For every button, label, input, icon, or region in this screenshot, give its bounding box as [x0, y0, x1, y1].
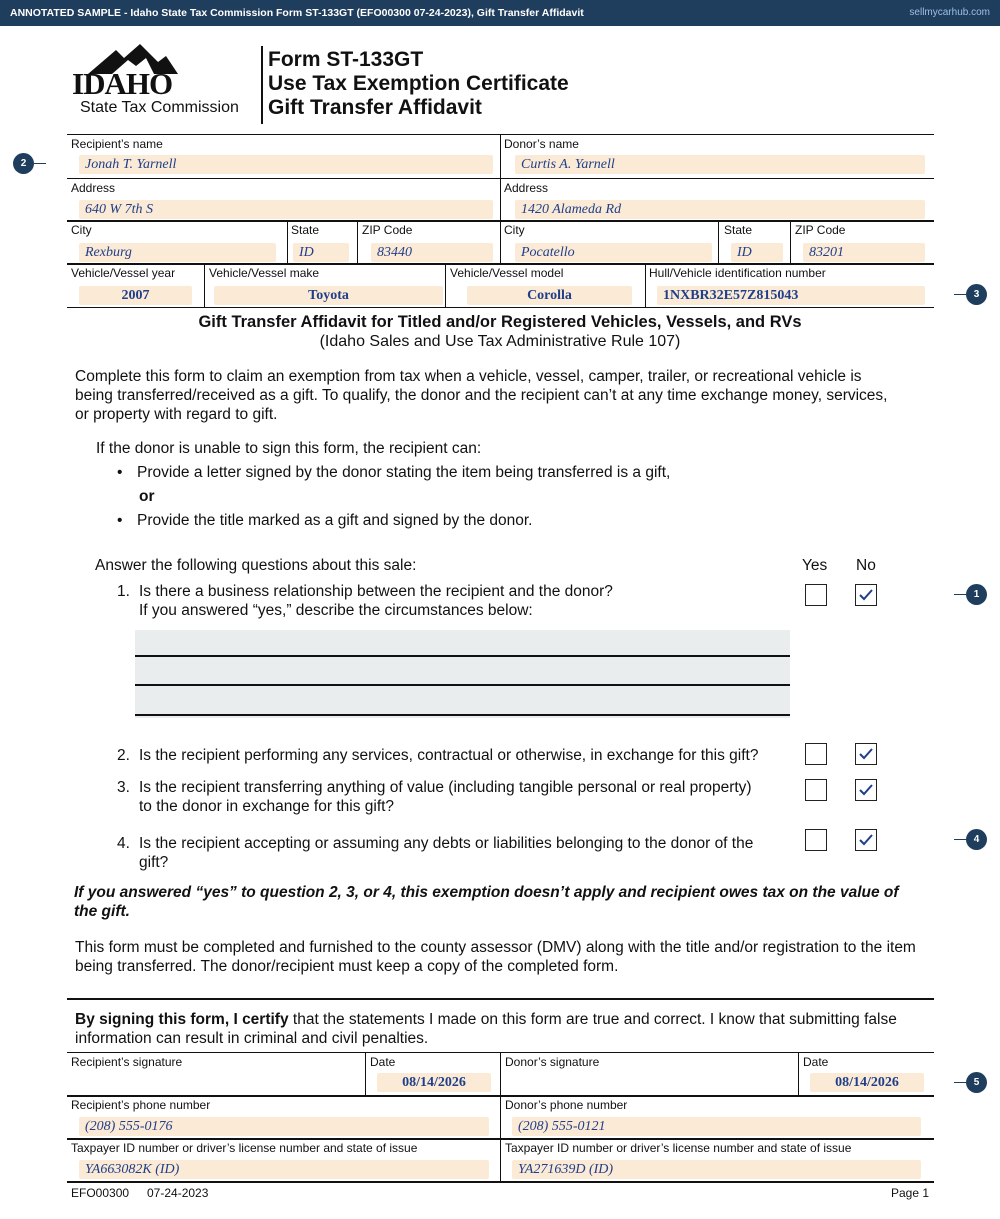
grid-line	[718, 221, 719, 263]
affidavit-subheading: (Idaho Sales and Use Tax Administrative Rule 107)	[319, 333, 681, 350]
donor-id-value: YA271639D (ID)	[518, 1162, 614, 1177]
vehicle-make-field[interactable]	[214, 286, 443, 305]
logo-wordmark: IDAHO	[72, 66, 173, 101]
question-2-text: Is the recipient performing any services, contractual or otherwise, in exchange for this gift?	[139, 747, 759, 764]
annotation-marker-1[interactable]: 1	[966, 584, 987, 605]
donor-state-field[interactable]	[731, 243, 783, 262]
question-2-yes-checkbox[interactable]	[805, 743, 827, 765]
checkmark-icon	[858, 746, 874, 762]
unable-bullet-1: Provide a letter signed by the donor stating the item being transferred is a gift,	[137, 464, 671, 481]
question-3-no-checkbox[interactable]	[855, 779, 877, 801]
vehicle-make-label: Vehicle/Vessel make	[209, 266, 320, 280]
annotation-banner	[0, 0, 1000, 26]
describe-line	[135, 655, 790, 657]
affidavit-heading: Gift Transfer Affidavit for Titled and/or Registered Vehicles, Vessels, and RVs	[198, 313, 802, 331]
annotation-marker-3[interactable]: 3	[966, 284, 987, 305]
annotation-leader	[954, 1082, 966, 1083]
recipient-phone-label: Recipient’s phone number	[71, 1098, 211, 1112]
recipient-phone-value: (208) 555-0176	[85, 1119, 173, 1134]
exemption-warning: If you answered “yes” to question 2, 3, or 4, this exemption doesn’t apply and recipient owes tax on the value of the gift.	[74, 884, 899, 920]
question-4-text: Is the recipient accepting or assuming any debts or liabilities belonging to the donor of the	[139, 835, 754, 852]
grid-line	[204, 264, 205, 307]
donor-address-value: 1420 Alameda Rd	[521, 202, 622, 217]
recipient-city-field[interactable]	[79, 243, 276, 262]
donor-name-field[interactable]	[515, 155, 925, 174]
donor-state-label: State	[724, 223, 753, 237]
recipient-state-label: State	[291, 223, 320, 237]
unable-lead: If the donor is unable to sign this form, the recipient can:	[96, 440, 482, 457]
donor-city-label: City	[504, 223, 525, 237]
vehicle-vin-field[interactable]	[657, 286, 925, 305]
question-3-text: Is the recipient transferring anything of value (including tangible personal or real property)	[139, 779, 752, 796]
questions-lead: Answer the following questions about this sale:	[95, 557, 417, 574]
vehicle-year-value: 2007	[121, 288, 150, 303]
furnish-paragraph: This form must be completed and furnished to the county assessor (DMV) along with the title and/or registration to the item being transferred. The donor/recipient must keep a copy of the completed form.	[75, 939, 916, 975]
describe-line	[135, 714, 790, 716]
form-name: Use Tax Exemption Certificate	[268, 72, 569, 95]
annotation-marker-2[interactable]: 2	[13, 153, 34, 174]
banner-title: ANNOTATED SAMPLE - Idaho State Tax Commission Form ST-133GT (EFO00300 07-24-2023), Gift Transfer Affidavit	[10, 7, 584, 19]
form-number: Form ST-133GT	[268, 48, 424, 71]
question-1-number: 1.	[117, 583, 130, 600]
donor-signature-label: Donor’s signature	[505, 1055, 600, 1069]
recipient-name-field[interactable]	[79, 155, 493, 174]
checkmark-icon	[858, 832, 874, 848]
vehicle-year-field[interactable]	[79, 286, 192, 305]
grid-line	[445, 264, 446, 307]
recipient-date-label: Date	[370, 1055, 396, 1069]
question-4-text-2: gift?	[139, 854, 169, 871]
question-1-yes-checkbox[interactable]	[805, 584, 827, 606]
describe-line	[135, 684, 790, 686]
question-2-no-checkbox[interactable]	[855, 743, 877, 765]
yes-column-label: Yes	[802, 557, 828, 574]
annotation-leader	[954, 594, 966, 595]
no-column-label: No	[856, 557, 876, 574]
footer-form-date: 07-24-2023	[147, 1186, 209, 1200]
donor-id-label: Taxpayer ID number or driver’s license number and state of issue	[505, 1141, 852, 1155]
grid-line	[287, 221, 288, 263]
question-4-no-checkbox[interactable]	[855, 829, 877, 851]
recipient-id-field[interactable]	[79, 1160, 489, 1179]
recipient-address-label: Address	[71, 181, 116, 195]
idaho-logo	[70, 44, 255, 122]
annotation-leader	[34, 163, 46, 164]
footer-form-code: EFO00300	[71, 1186, 130, 1200]
donor-date-field[interactable]	[810, 1073, 924, 1092]
question-1-text-2: If you answered “yes,” describe the circumstances below:	[139, 602, 533, 619]
form-subtitle: Gift Transfer Affidavit	[268, 96, 482, 119]
recipient-zip-field[interactable]	[371, 243, 493, 262]
grid-line	[645, 264, 646, 307]
donor-zip-value: 83201	[809, 245, 844, 260]
recipient-id-value: YA663082K (ID)	[85, 1162, 180, 1177]
grid-line	[67, 307, 934, 308]
recipient-city-label: City	[71, 223, 92, 237]
question-4-number: 4.	[117, 835, 130, 852]
checkmark-icon	[858, 782, 874, 798]
question-4-yes-checkbox[interactable]	[805, 829, 827, 851]
donor-phone-label: Donor’s phone number	[505, 1098, 628, 1112]
footer-page-number: Page 1	[891, 1186, 930, 1200]
certify-divider	[67, 998, 934, 1000]
recipient-date-field[interactable]	[377, 1073, 491, 1092]
vehicle-vin-value: 1NXBR32E57Z815043	[663, 288, 799, 303]
recipient-address-value: 640 W 7th S	[85, 202, 154, 217]
question-2-number: 2.	[117, 747, 130, 764]
vehicle-make-value: Toyota	[308, 288, 349, 303]
unable-or: or	[139, 488, 155, 505]
vehicle-model-label: Vehicle/Vessel model	[450, 266, 564, 280]
donor-phone-field[interactable]	[512, 1117, 921, 1136]
grid-line	[500, 134, 501, 264]
question-1-no-checkbox[interactable]	[855, 584, 877, 606]
donor-address-field[interactable]	[515, 200, 925, 219]
recipient-zip-value: 83440	[377, 245, 412, 260]
vehicle-vin-label: Hull/Vehicle identification number	[649, 266, 826, 280]
intro-paragraph: Complete this form to claim an exemption from tax when a vehicle, vessel, camper, trailer, or recreational vehicle is being transferred/received as a gift. To qualify, the donor and the recipient can’t at any time exchange money, services, or property with regard to gift.	[75, 368, 888, 423]
annotation-marker-4[interactable]: 4	[966, 829, 987, 850]
recipient-signature-label: Recipient’s signature	[71, 1055, 183, 1069]
recipient-state-field[interactable]	[293, 243, 349, 262]
donor-city-field[interactable]	[515, 243, 712, 262]
logo-subtitle: State Tax Commission	[80, 99, 239, 116]
donor-zip-label: ZIP Code	[795, 223, 846, 237]
donor-city-value: Pocatello	[521, 245, 575, 260]
grid-line	[798, 1052, 799, 1095]
certify-statement	[75, 1010, 910, 1048]
donor-name-label: Donor’s name	[504, 137, 579, 151]
question-3-number: 3.	[117, 779, 130, 796]
recipient-zip-label: ZIP Code	[362, 223, 413, 237]
question-3-text-2: to the donor in exchange for this gift?	[139, 798, 395, 815]
recipient-phone-field[interactable]	[79, 1117, 489, 1136]
donor-signature-field[interactable]	[505, 1070, 793, 1092]
vehicle-model-field[interactable]	[467, 286, 632, 305]
donor-name-value: Curtis A. Yarnell	[521, 157, 615, 172]
donor-address-label: Address	[504, 181, 549, 195]
checkmark-icon	[858, 587, 874, 603]
donor-phone-value: (208) 555-0121	[518, 1119, 606, 1134]
donor-state-value: ID	[737, 245, 752, 260]
question-3-yes-checkbox[interactable]	[805, 779, 827, 801]
donor-date-label: Date	[803, 1055, 829, 1069]
recipient-city-value: Rexburg	[85, 245, 132, 260]
bullet-dot: •	[117, 512, 123, 529]
annotation-leader	[954, 294, 966, 295]
describe-circumstances-area[interactable]	[135, 630, 790, 718]
donor-zip-field[interactable]	[803, 243, 925, 262]
unable-bullet-2: Provide the title marked as a gift and signed by the donor.	[137, 512, 533, 529]
bullet-dot: •	[117, 464, 123, 481]
title-divider	[261, 46, 263, 124]
recipient-state-value: ID	[299, 245, 314, 260]
grid-line	[365, 1052, 366, 1095]
certify-rest: that the statements I made on this form are true and correct. I know that submitting false information can result in criminal and civil penalties.	[75, 1011, 897, 1047]
annotation-marker-5[interactable]: 5	[966, 1072, 987, 1093]
grid-line	[790, 221, 791, 263]
donor-date-value: 08/14/2026	[835, 1075, 899, 1090]
certify-bold: By signing this form, I certify	[75, 1011, 289, 1028]
recipient-name-value: Jonah T. Yarnell	[85, 157, 177, 172]
recipient-id-label: Taxpayer ID number or driver’s license number and state of issue	[71, 1141, 418, 1155]
recipient-signature-field[interactable]	[70, 1070, 360, 1092]
grid-line	[500, 1052, 501, 1182]
banner-site-link[interactable]: sellmycarhub.com	[909, 7, 990, 18]
vehicle-year-label: Vehicle/Vessel year	[71, 266, 176, 280]
donor-id-field[interactable]	[512, 1160, 921, 1179]
question-1-text: Is there a business relationship between the recipient and the donor?	[139, 583, 613, 600]
recipient-name-label: Recipient’s name	[71, 137, 163, 151]
recipient-address-field[interactable]	[79, 200, 493, 219]
vehicle-model-value: Corolla	[527, 288, 572, 303]
grid-line	[357, 221, 358, 263]
recipient-date-value: 08/14/2026	[402, 1075, 466, 1090]
annotation-leader	[954, 839, 966, 840]
